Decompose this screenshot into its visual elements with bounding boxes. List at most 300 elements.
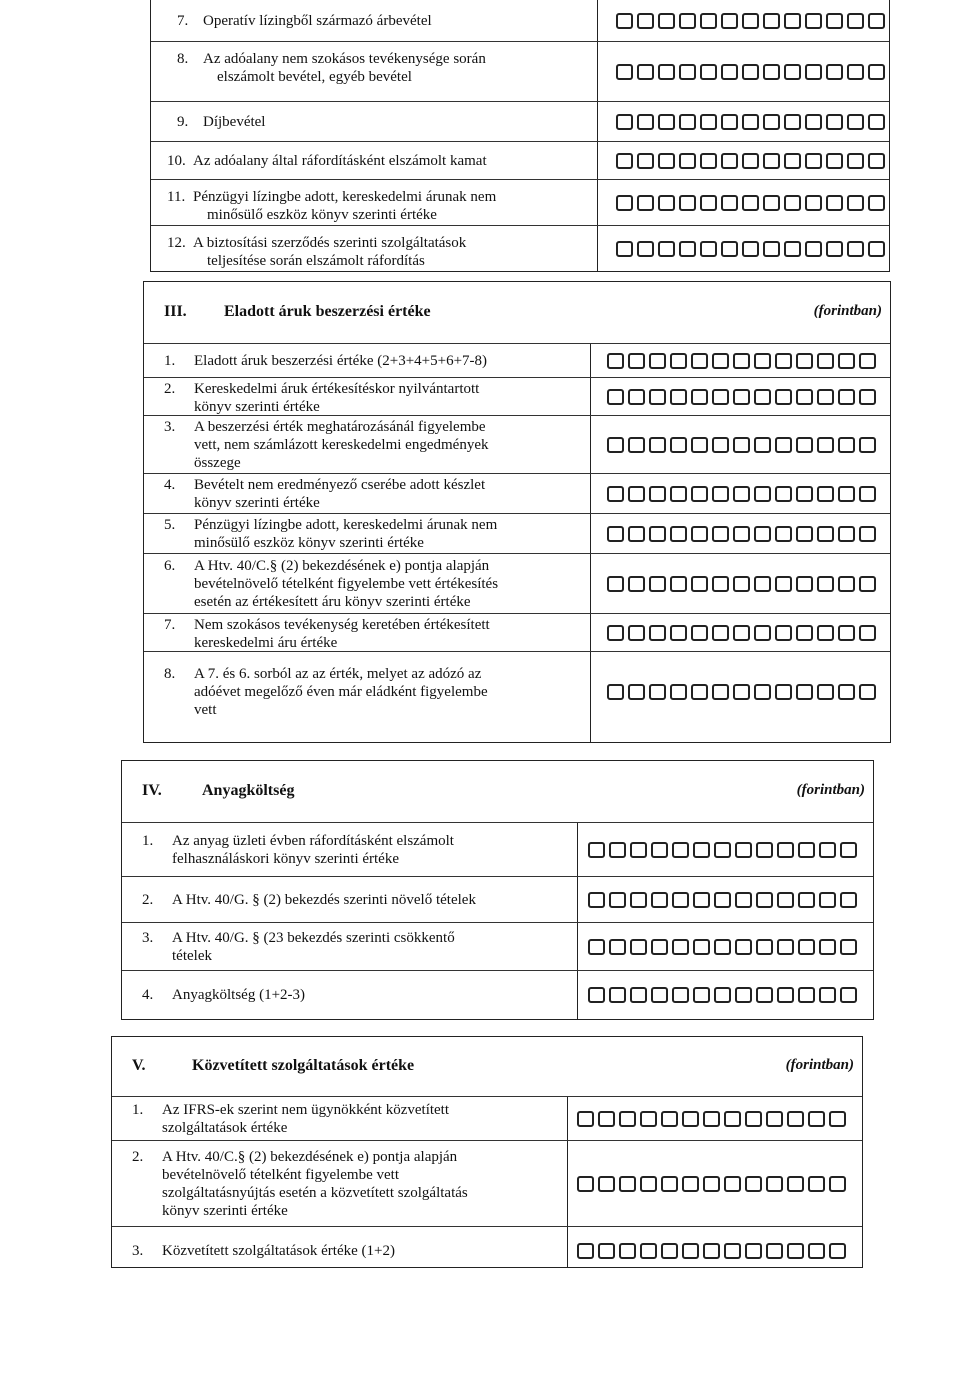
digit-box[interactable] xyxy=(609,939,626,955)
digit-box[interactable] xyxy=(691,389,708,405)
digit-box[interactable] xyxy=(735,892,752,908)
digit-box[interactable] xyxy=(628,576,645,592)
digit-box[interactable] xyxy=(784,114,801,130)
digit-box[interactable] xyxy=(859,684,876,700)
digit-box[interactable] xyxy=(670,576,687,592)
digit-box[interactable] xyxy=(733,576,750,592)
digit-box[interactable] xyxy=(670,526,687,542)
digit-box[interactable] xyxy=(777,842,794,858)
digit-box[interactable] xyxy=(784,64,801,80)
digit-box[interactable] xyxy=(733,625,750,641)
digit-box[interactable] xyxy=(703,1243,720,1259)
digit-box[interactable] xyxy=(691,625,708,641)
digit-box[interactable] xyxy=(607,389,624,405)
digit-box[interactable] xyxy=(651,892,668,908)
digit-box[interactable] xyxy=(840,987,857,1003)
amount-input[interactable] xyxy=(588,842,861,858)
digit-box[interactable] xyxy=(588,892,605,908)
digit-box[interactable] xyxy=(754,576,771,592)
digit-box[interactable] xyxy=(658,64,675,80)
digit-box[interactable] xyxy=(691,486,708,502)
digit-box[interactable] xyxy=(577,1243,594,1259)
digit-box[interactable] xyxy=(796,625,813,641)
digit-box[interactable] xyxy=(640,1243,657,1259)
digit-box[interactable] xyxy=(577,1111,594,1127)
amount-input[interactable] xyxy=(577,1111,850,1127)
digit-box[interactable] xyxy=(798,842,815,858)
digit-box[interactable] xyxy=(679,241,696,257)
digit-box[interactable] xyxy=(649,353,666,369)
digit-box[interactable] xyxy=(817,625,834,641)
digit-box[interactable] xyxy=(658,195,675,211)
digit-box[interactable] xyxy=(712,353,729,369)
digit-box[interactable] xyxy=(649,625,666,641)
digit-box[interactable] xyxy=(777,892,794,908)
digit-box[interactable] xyxy=(630,842,647,858)
digit-box[interactable] xyxy=(805,114,822,130)
digit-box[interactable] xyxy=(838,576,855,592)
digit-box[interactable] xyxy=(609,842,626,858)
digit-box[interactable] xyxy=(637,241,654,257)
digit-box[interactable] xyxy=(819,939,836,955)
digit-box[interactable] xyxy=(619,1111,636,1127)
digit-box[interactable] xyxy=(649,437,666,453)
digit-box[interactable] xyxy=(784,241,801,257)
section-header xyxy=(112,1037,862,1097)
digit-box[interactable] xyxy=(637,195,654,211)
digit-box[interactable] xyxy=(868,153,885,169)
digit-box[interactable] xyxy=(763,114,780,130)
digit-box[interactable] xyxy=(588,842,605,858)
digit-box[interactable] xyxy=(661,1176,678,1192)
digit-box[interactable] xyxy=(796,526,813,542)
digit-box[interactable] xyxy=(672,987,689,1003)
digit-box[interactable] xyxy=(775,437,792,453)
amount-input[interactable] xyxy=(616,64,889,80)
digit-box[interactable] xyxy=(756,892,773,908)
digit-box[interactable] xyxy=(838,684,855,700)
digit-box[interactable] xyxy=(798,939,815,955)
digit-box[interactable] xyxy=(868,195,885,211)
digit-box[interactable] xyxy=(682,1111,699,1127)
digit-box[interactable] xyxy=(817,437,834,453)
digit-box[interactable] xyxy=(712,486,729,502)
amount-input[interactable] xyxy=(616,13,889,29)
digit-box[interactable] xyxy=(588,939,605,955)
digit-box[interactable] xyxy=(808,1176,825,1192)
amount-input[interactable] xyxy=(607,389,880,405)
digit-box[interactable] xyxy=(805,195,822,211)
digit-box[interactable] xyxy=(679,13,696,29)
digit-box[interactable] xyxy=(838,353,855,369)
digit-box[interactable] xyxy=(703,1111,720,1127)
digit-box[interactable] xyxy=(607,625,624,641)
amount-input[interactable] xyxy=(607,486,880,502)
digit-box[interactable] xyxy=(754,486,771,502)
digit-box[interactable] xyxy=(607,353,624,369)
digit-box[interactable] xyxy=(756,939,773,955)
digit-box[interactable] xyxy=(637,114,654,130)
amount-input[interactable] xyxy=(616,114,889,130)
amount-input[interactable] xyxy=(588,987,861,1003)
digit-box[interactable] xyxy=(682,1243,699,1259)
digit-box[interactable] xyxy=(829,1176,846,1192)
digit-box[interactable] xyxy=(805,13,822,29)
digit-box[interactable] xyxy=(691,684,708,700)
digit-box[interactable] xyxy=(745,1111,762,1127)
digit-box[interactable] xyxy=(721,114,738,130)
digit-box[interactable] xyxy=(796,437,813,453)
digit-box[interactable] xyxy=(775,353,792,369)
digit-box[interactable] xyxy=(658,153,675,169)
digit-box[interactable] xyxy=(784,13,801,29)
digit-box[interactable] xyxy=(777,987,794,1003)
digit-box[interactable] xyxy=(616,153,633,169)
digit-box[interactable] xyxy=(868,64,885,80)
digit-box[interactable] xyxy=(640,1176,657,1192)
digit-box[interactable] xyxy=(775,625,792,641)
digit-box[interactable] xyxy=(609,987,626,1003)
digit-box[interactable] xyxy=(817,389,834,405)
digit-box[interactable] xyxy=(826,195,843,211)
digit-box[interactable] xyxy=(607,576,624,592)
digit-box[interactable] xyxy=(859,625,876,641)
digit-box[interactable] xyxy=(859,437,876,453)
digit-box[interactable] xyxy=(691,353,708,369)
digit-box[interactable] xyxy=(672,842,689,858)
digit-box[interactable] xyxy=(700,241,717,257)
amount-input[interactable] xyxy=(616,153,889,169)
amount-input[interactable] xyxy=(607,353,880,369)
digit-box[interactable] xyxy=(805,153,822,169)
digit-box[interactable] xyxy=(693,842,710,858)
digit-box[interactable] xyxy=(745,1176,762,1192)
digit-box[interactable] xyxy=(798,892,815,908)
digit-box[interactable] xyxy=(733,437,750,453)
digit-box[interactable] xyxy=(819,987,836,1003)
digit-box[interactable] xyxy=(721,241,738,257)
amount-input[interactable] xyxy=(607,625,880,641)
digit-box[interactable] xyxy=(672,892,689,908)
digit-box[interactable] xyxy=(742,114,759,130)
digit-box[interactable] xyxy=(712,526,729,542)
digit-box[interactable] xyxy=(796,389,813,405)
digit-box[interactable] xyxy=(754,625,771,641)
digit-box[interactable] xyxy=(796,576,813,592)
amount-input[interactable] xyxy=(588,939,861,955)
digit-box[interactable] xyxy=(661,1243,678,1259)
digit-box[interactable] xyxy=(693,892,710,908)
digit-box[interactable] xyxy=(754,437,771,453)
digit-box[interactable] xyxy=(868,13,885,29)
digit-box[interactable] xyxy=(817,353,834,369)
digit-box[interactable] xyxy=(763,241,780,257)
digit-box[interactable] xyxy=(735,987,752,1003)
digit-box[interactable] xyxy=(847,195,864,211)
digit-box[interactable] xyxy=(754,526,771,542)
digit-box[interactable] xyxy=(703,1176,720,1192)
digit-box[interactable] xyxy=(651,939,668,955)
digit-box[interactable] xyxy=(658,13,675,29)
digit-box[interactable] xyxy=(724,1243,741,1259)
digit-box[interactable] xyxy=(775,576,792,592)
digit-box[interactable] xyxy=(724,1111,741,1127)
digit-box[interactable] xyxy=(712,576,729,592)
digit-box[interactable] xyxy=(742,241,759,257)
digit-box[interactable] xyxy=(628,353,645,369)
digit-box[interactable] xyxy=(766,1243,783,1259)
digit-box[interactable] xyxy=(742,13,759,29)
digit-box[interactable] xyxy=(733,526,750,542)
digit-box[interactable] xyxy=(868,241,885,257)
digit-box[interactable] xyxy=(796,353,813,369)
amount-input[interactable] xyxy=(577,1243,850,1259)
digit-box[interactable] xyxy=(598,1176,615,1192)
digit-box[interactable] xyxy=(838,625,855,641)
digit-box[interactable] xyxy=(721,13,738,29)
digit-box[interactable] xyxy=(637,153,654,169)
digit-box[interactable] xyxy=(714,892,731,908)
digit-box[interactable] xyxy=(787,1243,804,1259)
digit-box[interactable] xyxy=(630,939,647,955)
row-label: A Htv. 40/C.§ (2) bekezdésének e) pontja alapján xyxy=(162,1149,458,1165)
digit-box[interactable] xyxy=(735,842,752,858)
digit-box[interactable] xyxy=(847,241,864,257)
digit-box[interactable] xyxy=(808,1111,825,1127)
digit-box[interactable] xyxy=(712,684,729,700)
digit-box[interactable] xyxy=(721,195,738,211)
digit-box[interactable] xyxy=(691,437,708,453)
digit-box[interactable] xyxy=(847,13,864,29)
digit-box[interactable] xyxy=(859,486,876,502)
digit-box[interactable] xyxy=(766,1111,783,1127)
digit-box[interactable] xyxy=(630,987,647,1003)
digit-box[interactable] xyxy=(826,64,843,80)
digit-box[interactable] xyxy=(670,437,687,453)
amount-input[interactable] xyxy=(607,437,880,453)
digit-box[interactable] xyxy=(693,939,710,955)
digit-box[interactable] xyxy=(700,153,717,169)
digit-box[interactable] xyxy=(693,987,710,1003)
digit-box[interactable] xyxy=(742,64,759,80)
digit-box[interactable] xyxy=(607,684,624,700)
digit-box[interactable] xyxy=(784,153,801,169)
digit-box[interactable] xyxy=(796,684,813,700)
digit-box[interactable] xyxy=(616,13,633,29)
digit-box[interactable] xyxy=(691,576,708,592)
digit-box[interactable] xyxy=(859,353,876,369)
digit-box[interactable] xyxy=(679,114,696,130)
digit-box[interactable] xyxy=(679,195,696,211)
digit-box[interactable] xyxy=(756,842,773,858)
digit-box[interactable] xyxy=(742,195,759,211)
digit-box[interactable] xyxy=(658,241,675,257)
digit-box[interactable] xyxy=(796,486,813,502)
digit-box[interactable] xyxy=(670,486,687,502)
digit-box[interactable] xyxy=(840,842,857,858)
digit-box[interactable] xyxy=(616,64,633,80)
digit-box[interactable] xyxy=(628,486,645,502)
digit-box[interactable] xyxy=(808,1243,825,1259)
digit-box[interactable] xyxy=(712,389,729,405)
digit-box[interactable] xyxy=(819,892,836,908)
digit-box[interactable] xyxy=(616,195,633,211)
digit-box[interactable] xyxy=(777,939,794,955)
digit-box[interactable] xyxy=(868,114,885,130)
digit-box[interactable] xyxy=(847,64,864,80)
digit-box[interactable] xyxy=(658,114,675,130)
digit-box[interactable] xyxy=(754,389,771,405)
digit-box[interactable] xyxy=(670,389,687,405)
digit-box[interactable] xyxy=(714,987,731,1003)
digit-box[interactable] xyxy=(721,153,738,169)
digit-box[interactable] xyxy=(649,684,666,700)
digit-box[interactable] xyxy=(838,526,855,542)
digit-box[interactable] xyxy=(763,195,780,211)
digit-box[interactable] xyxy=(775,526,792,542)
digit-box[interactable] xyxy=(619,1243,636,1259)
digit-box[interactable] xyxy=(840,892,857,908)
amount-input[interactable] xyxy=(577,1176,850,1192)
digit-box[interactable] xyxy=(733,389,750,405)
row-number: 10. xyxy=(167,153,186,169)
digit-box[interactable] xyxy=(649,576,666,592)
digit-box[interactable] xyxy=(817,684,834,700)
digit-box[interactable] xyxy=(840,939,857,955)
digit-box[interactable] xyxy=(721,64,738,80)
digit-box[interactable] xyxy=(763,64,780,80)
digit-box[interactable] xyxy=(700,195,717,211)
digit-box[interactable] xyxy=(628,437,645,453)
digit-box[interactable] xyxy=(616,241,633,257)
digit-box[interactable] xyxy=(756,987,773,1003)
digit-box[interactable] xyxy=(628,389,645,405)
digit-box[interactable] xyxy=(637,64,654,80)
digit-box[interactable] xyxy=(817,576,834,592)
amount-input[interactable] xyxy=(588,892,861,908)
digit-box[interactable] xyxy=(763,153,780,169)
amount-input[interactable] xyxy=(607,576,880,592)
digit-box[interactable] xyxy=(847,153,864,169)
digit-box[interactable] xyxy=(805,241,822,257)
digit-box[interactable] xyxy=(607,486,624,502)
digit-box[interactable] xyxy=(754,353,771,369)
digit-box[interactable] xyxy=(619,1176,636,1192)
digit-box[interactable] xyxy=(724,1176,741,1192)
digit-box[interactable] xyxy=(775,389,792,405)
digit-box[interactable] xyxy=(670,684,687,700)
digit-box[interactable] xyxy=(670,625,687,641)
digit-box[interactable] xyxy=(640,1111,657,1127)
digit-box[interactable] xyxy=(598,1111,615,1127)
digit-box[interactable] xyxy=(637,13,654,29)
digit-box[interactable] xyxy=(691,526,708,542)
digit-box[interactable] xyxy=(712,437,729,453)
digit-box[interactable] xyxy=(598,1243,615,1259)
digit-box[interactable] xyxy=(859,389,876,405)
digit-box[interactable] xyxy=(628,625,645,641)
digit-box[interactable] xyxy=(714,939,731,955)
digit-box[interactable] xyxy=(607,437,624,453)
digit-box[interactable] xyxy=(838,437,855,453)
row-label: tételek xyxy=(172,948,212,964)
digit-box[interactable] xyxy=(859,576,876,592)
amount-input[interactable] xyxy=(607,526,880,542)
digit-box[interactable] xyxy=(628,526,645,542)
digit-box[interactable] xyxy=(838,389,855,405)
digit-box[interactable] xyxy=(784,195,801,211)
table-row xyxy=(122,971,873,1019)
digit-box[interactable] xyxy=(630,892,647,908)
digit-box[interactable] xyxy=(714,842,731,858)
digit-box[interactable] xyxy=(700,13,717,29)
digit-box[interactable] xyxy=(679,153,696,169)
digit-box[interactable] xyxy=(661,1111,678,1127)
digit-box[interactable] xyxy=(787,1111,804,1127)
digit-box[interactable] xyxy=(817,486,834,502)
digit-box[interactable] xyxy=(733,486,750,502)
digit-box[interactable] xyxy=(819,842,836,858)
digit-box[interactable] xyxy=(838,486,855,502)
digit-box[interactable] xyxy=(775,486,792,502)
digit-box[interactable] xyxy=(670,353,687,369)
digit-box[interactable] xyxy=(826,13,843,29)
digit-box[interactable] xyxy=(672,939,689,955)
digit-box[interactable] xyxy=(847,114,864,130)
digit-box[interactable] xyxy=(616,114,633,130)
digit-box[interactable] xyxy=(805,64,822,80)
digit-box[interactable] xyxy=(817,526,834,542)
digit-box[interactable] xyxy=(649,486,666,502)
digit-box[interactable] xyxy=(682,1176,699,1192)
digit-box[interactable] xyxy=(754,684,771,700)
digit-box[interactable] xyxy=(829,1111,846,1127)
digit-box[interactable] xyxy=(745,1243,762,1259)
digit-box[interactable] xyxy=(628,684,645,700)
amount-input[interactable] xyxy=(616,195,889,211)
digit-box[interactable] xyxy=(577,1176,594,1192)
digit-box[interactable] xyxy=(651,987,668,1003)
digit-box[interactable] xyxy=(607,526,624,542)
digit-box[interactable] xyxy=(742,153,759,169)
amount-input[interactable] xyxy=(607,684,880,700)
digit-box[interactable] xyxy=(649,389,666,405)
digit-box[interactable] xyxy=(787,1176,804,1192)
digit-box[interactable] xyxy=(829,1243,846,1259)
digit-box[interactable] xyxy=(826,153,843,169)
digit-box[interactable] xyxy=(859,526,876,542)
digit-box[interactable] xyxy=(712,625,729,641)
section-ii-table xyxy=(150,0,890,272)
digit-box[interactable] xyxy=(733,353,750,369)
amount-input[interactable] xyxy=(616,241,889,257)
digit-box[interactable] xyxy=(735,939,752,955)
digit-box[interactable] xyxy=(826,114,843,130)
digit-box[interactable] xyxy=(649,526,666,542)
digit-box[interactable] xyxy=(775,684,792,700)
digit-box[interactable] xyxy=(700,64,717,80)
digit-box[interactable] xyxy=(826,241,843,257)
digit-box[interactable] xyxy=(763,13,780,29)
digit-box[interactable] xyxy=(700,114,717,130)
digit-box[interactable] xyxy=(679,64,696,80)
digit-box[interactable] xyxy=(798,987,815,1003)
digit-box[interactable] xyxy=(609,892,626,908)
digit-box[interactable] xyxy=(651,842,668,858)
digit-box[interactable] xyxy=(733,684,750,700)
digit-box[interactable] xyxy=(588,987,605,1003)
digit-box[interactable] xyxy=(766,1176,783,1192)
